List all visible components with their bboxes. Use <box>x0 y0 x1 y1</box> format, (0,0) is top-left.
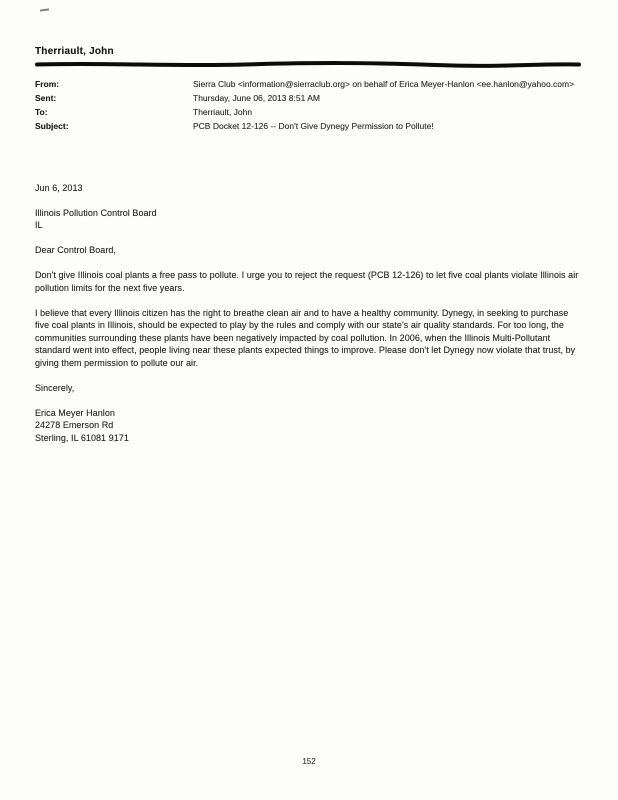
closing: Sincerely, <box>35 382 75 393</box>
address-line: IL <box>35 220 43 230</box>
email-headers <box>35 79 580 133</box>
page-number: 152 <box>302 757 316 766</box>
recipient-name: Therriault, John <box>35 46 114 57</box>
sent-value: Thursday, June 06, 2013 8:51 AM <box>193 93 320 103</box>
subject-label: Subject: <box>35 121 69 131</box>
email-document <box>35 46 580 457</box>
signature-address-line: Sterling, IL 61081 9171 <box>35 432 129 443</box>
letter-body <box>35 182 580 445</box>
signature-name: Erica Meyer Hanlon <box>35 407 115 418</box>
scan-artifact-mark <box>40 8 49 11</box>
salutation: Dear Control Board, <box>35 245 116 255</box>
from-label: From: <box>35 79 60 89</box>
to-label: To: <box>35 107 48 117</box>
subject-value: PCB Docket 12-126 -- Don't Give Dynegy Permission to Pollute! <box>193 121 434 131</box>
signature-block <box>35 407 580 445</box>
to-value: Therriault, John <box>193 107 253 117</box>
letter-paragraph: Don't give Illinois coal plants a free pass to pollute. I urge you to reject the request (PCB 12-126) to let five coal plants violate Illinois air pollution limits for the next five years. <box>35 270 579 293</box>
divider-line <box>35 61 581 68</box>
recipient-address <box>35 207 580 232</box>
header-row-subject <box>35 121 580 133</box>
header-row-from <box>35 79 580 91</box>
header-row-sent <box>35 93 580 105</box>
letter-date: Jun 6, 2013 <box>35 182 83 193</box>
header-row-to <box>35 107 580 119</box>
signature-address-line: 24278 Emerson Rd <box>35 420 114 430</box>
letter-paragraph: I believe that every Illinois citizen has the right to breathe clean air and to have a healthy community. Dynegy, in seeking to purchase five coal plants in Illinois, should be expected to play by the rules and comply with our state's air quality standards. For too long, the communities surrounding these plants have been negatively impacted by coal pollution. In 2006, when the Illinois Multi-Pollutant standard went into effect, people living near these plants expected things to improve. Please don't let Dynegy now violate that trust, by giving them permission to pollute our air. <box>35 307 576 368</box>
from-value: Sierra Club <information@sierraclub.org> on behalf of Erica Meyer-Hanlon <ee.hanlon@yahoo.com> <box>193 79 575 89</box>
sent-label: Sent: <box>35 93 57 103</box>
address-line: Illinois Pollution Control Board <box>35 207 157 218</box>
